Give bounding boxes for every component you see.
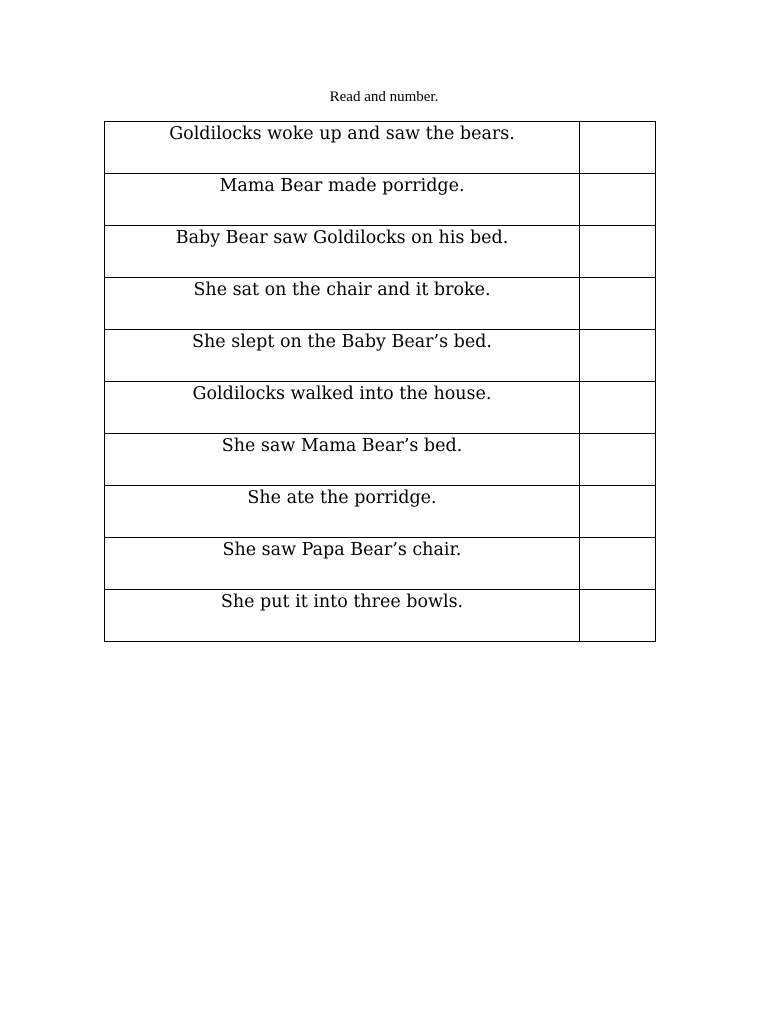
number-box[interactable] <box>580 122 656 174</box>
table-row <box>105 382 656 434</box>
number-box[interactable] <box>580 538 656 590</box>
sentence-cell: She ate the porridge. <box>105 486 580 538</box>
table-row <box>105 174 656 226</box>
sentence-cell: She sat on the chair and it broke. <box>105 278 580 330</box>
sentence-cell: Goldilocks woke up and saw the bears. <box>105 122 580 174</box>
table-row <box>105 226 656 278</box>
table-row <box>105 122 656 174</box>
sentence-cell: She saw Papa Bear’s chair. <box>105 538 580 590</box>
sentence-cell: Goldilocks walked into the house. <box>105 382 580 434</box>
number-box[interactable] <box>580 174 656 226</box>
page-title: Read and number. <box>329 89 439 105</box>
number-box[interactable] <box>580 382 656 434</box>
number-box[interactable] <box>580 330 656 382</box>
number-box[interactable] <box>580 278 656 330</box>
sentence-cell: Mama Bear made porridge. <box>105 174 580 226</box>
number-box[interactable] <box>580 590 656 642</box>
number-box[interactable] <box>580 434 656 486</box>
table-row <box>105 538 656 590</box>
number-box[interactable] <box>580 486 656 538</box>
table-row <box>105 590 656 642</box>
table-row <box>105 486 656 538</box>
table-row <box>105 330 656 382</box>
sentence-cell: She saw Mama Bear’s bed. <box>105 434 580 486</box>
table-row <box>105 434 656 486</box>
table-row <box>105 278 656 330</box>
number-box[interactable] <box>580 226 656 278</box>
sentence-cell: She put it into three bowls. <box>105 590 580 642</box>
ordering-table <box>104 121 656 642</box>
sentence-cell: Baby Bear saw Goldilocks on his bed. <box>105 226 580 278</box>
sentence-cell: She slept on the Baby Bear’s bed. <box>105 330 580 382</box>
